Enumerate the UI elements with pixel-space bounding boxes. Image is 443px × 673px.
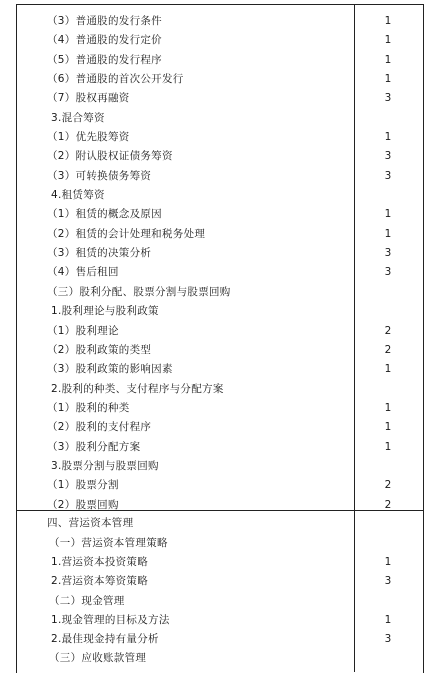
hours-value: 1 <box>384 208 392 220</box>
hours-value: 2 <box>384 344 392 356</box>
topic-text: （2）租赁的会计处理和税务处理 <box>47 228 206 240</box>
table-row <box>17 244 422 263</box>
table-row <box>17 128 422 147</box>
topic-text: （1）股利理论 <box>47 325 119 337</box>
hours-value: 1 <box>384 54 392 66</box>
table-row <box>17 167 422 186</box>
topic-text: （3）股利分配方案 <box>47 441 141 453</box>
table-row <box>17 496 422 515</box>
hours-value: 3 <box>384 170 392 182</box>
table-row <box>17 283 422 302</box>
table-row <box>17 534 422 553</box>
table-row <box>17 572 422 591</box>
table-row <box>17 360 422 379</box>
hours-value: 2 <box>384 499 392 511</box>
topic-text: （3）可转换债务筹资 <box>47 170 152 182</box>
hours-value: 1 <box>384 441 392 453</box>
hours-value: 3 <box>384 575 392 587</box>
topic-text: （2）股利政策的类型 <box>47 344 152 356</box>
topic-text: （2）股票回购 <box>47 499 119 511</box>
hours-value: 3 <box>384 92 392 104</box>
topic-text: （一）营运资本管理策略 <box>49 537 168 549</box>
table-row <box>17 380 422 399</box>
hours-value: 1 <box>384 363 392 375</box>
topic-text: 3.股票分割与股票回购 <box>51 460 159 472</box>
table-row <box>17 322 422 341</box>
topic-text: （三）应收账款管理 <box>49 652 147 664</box>
table-row <box>17 89 422 108</box>
table-row <box>17 649 422 668</box>
table-row <box>17 70 422 89</box>
topic-text: 4.租赁筹资 <box>51 189 105 201</box>
hours-value: 1 <box>384 131 392 143</box>
topic-text: （二）现金管理 <box>49 595 125 607</box>
table-row <box>17 225 422 244</box>
table-row <box>17 205 422 224</box>
hours-value: 1 <box>384 556 392 568</box>
topic-text: 1.营运资本投资策略 <box>51 556 149 568</box>
hours-value: 2 <box>384 479 392 491</box>
hours-value: 1 <box>384 228 392 240</box>
topic-text: （6）普通股的首次公开发行 <box>47 73 184 85</box>
table-row <box>17 457 422 476</box>
table-row <box>17 399 422 418</box>
topic-text: 3.混合筹资 <box>51 112 105 124</box>
hours-value: 3 <box>384 266 392 278</box>
table-row <box>17 302 422 321</box>
table-row <box>17 514 422 533</box>
topic-text: （4）普通股的发行定价 <box>47 34 162 46</box>
topic-text: 1.股利理论与股利政策 <box>51 305 159 317</box>
hours-value: 1 <box>384 402 392 414</box>
topic-text: （2）附认股权证债务筹资 <box>47 150 173 162</box>
hours-value: 3 <box>384 150 392 162</box>
hours-value: 3 <box>384 633 392 645</box>
topic-text: （三）股利分配、股票分割与股票回购 <box>47 286 231 298</box>
table-row <box>17 438 422 457</box>
topic-text: （1）优先股筹资 <box>47 131 130 143</box>
table-row <box>17 12 422 31</box>
table-row <box>17 611 422 630</box>
hours-value: 1 <box>384 34 392 46</box>
topic-text: （1）租赁的概念及原因 <box>47 208 162 220</box>
topic-text: 1.现金管理的目标及方法 <box>51 614 170 626</box>
hours-value: 2 <box>384 325 392 337</box>
hours-value: 1 <box>384 421 392 433</box>
hours-value: 1 <box>384 73 392 85</box>
table-row <box>17 147 422 166</box>
table-row <box>17 109 422 128</box>
table-row <box>17 186 422 205</box>
table-row <box>17 592 422 611</box>
topic-text: 2.股利的种类、支付程序与分配方案 <box>51 383 224 395</box>
hours-value: 1 <box>384 614 392 626</box>
topic-text: （5）普通股的发行程序 <box>47 54 162 66</box>
table-row <box>17 418 422 437</box>
topic-text: （1）股利的种类 <box>47 402 130 414</box>
topic-text: 四、营运资本管理 <box>47 517 134 529</box>
topic-text: （1）股票分割 <box>47 479 119 491</box>
topic-text: 2.营运资本筹资策略 <box>51 575 149 587</box>
topic-text: （3）普通股的发行条件 <box>47 15 162 27</box>
hours-value: 1 <box>384 15 392 27</box>
topic-text: 2.最佳现金持有量分析 <box>51 633 159 645</box>
table-row <box>17 51 422 70</box>
topic-text: （4）售后租回 <box>47 266 119 278</box>
topic-text: （7）股权再融资 <box>47 92 130 104</box>
topic-text: （2）股利的支付程序 <box>47 421 152 433</box>
table-row <box>17 341 422 360</box>
table-row <box>17 31 422 50</box>
hours-value: 3 <box>384 247 392 259</box>
topic-text: （3）股利政策的影响因素 <box>47 363 173 375</box>
topic-text: （3）租赁的决策分析 <box>47 247 152 259</box>
table-row <box>17 630 422 649</box>
table-row <box>17 476 422 495</box>
table-row <box>17 263 422 282</box>
table-row <box>17 553 422 572</box>
